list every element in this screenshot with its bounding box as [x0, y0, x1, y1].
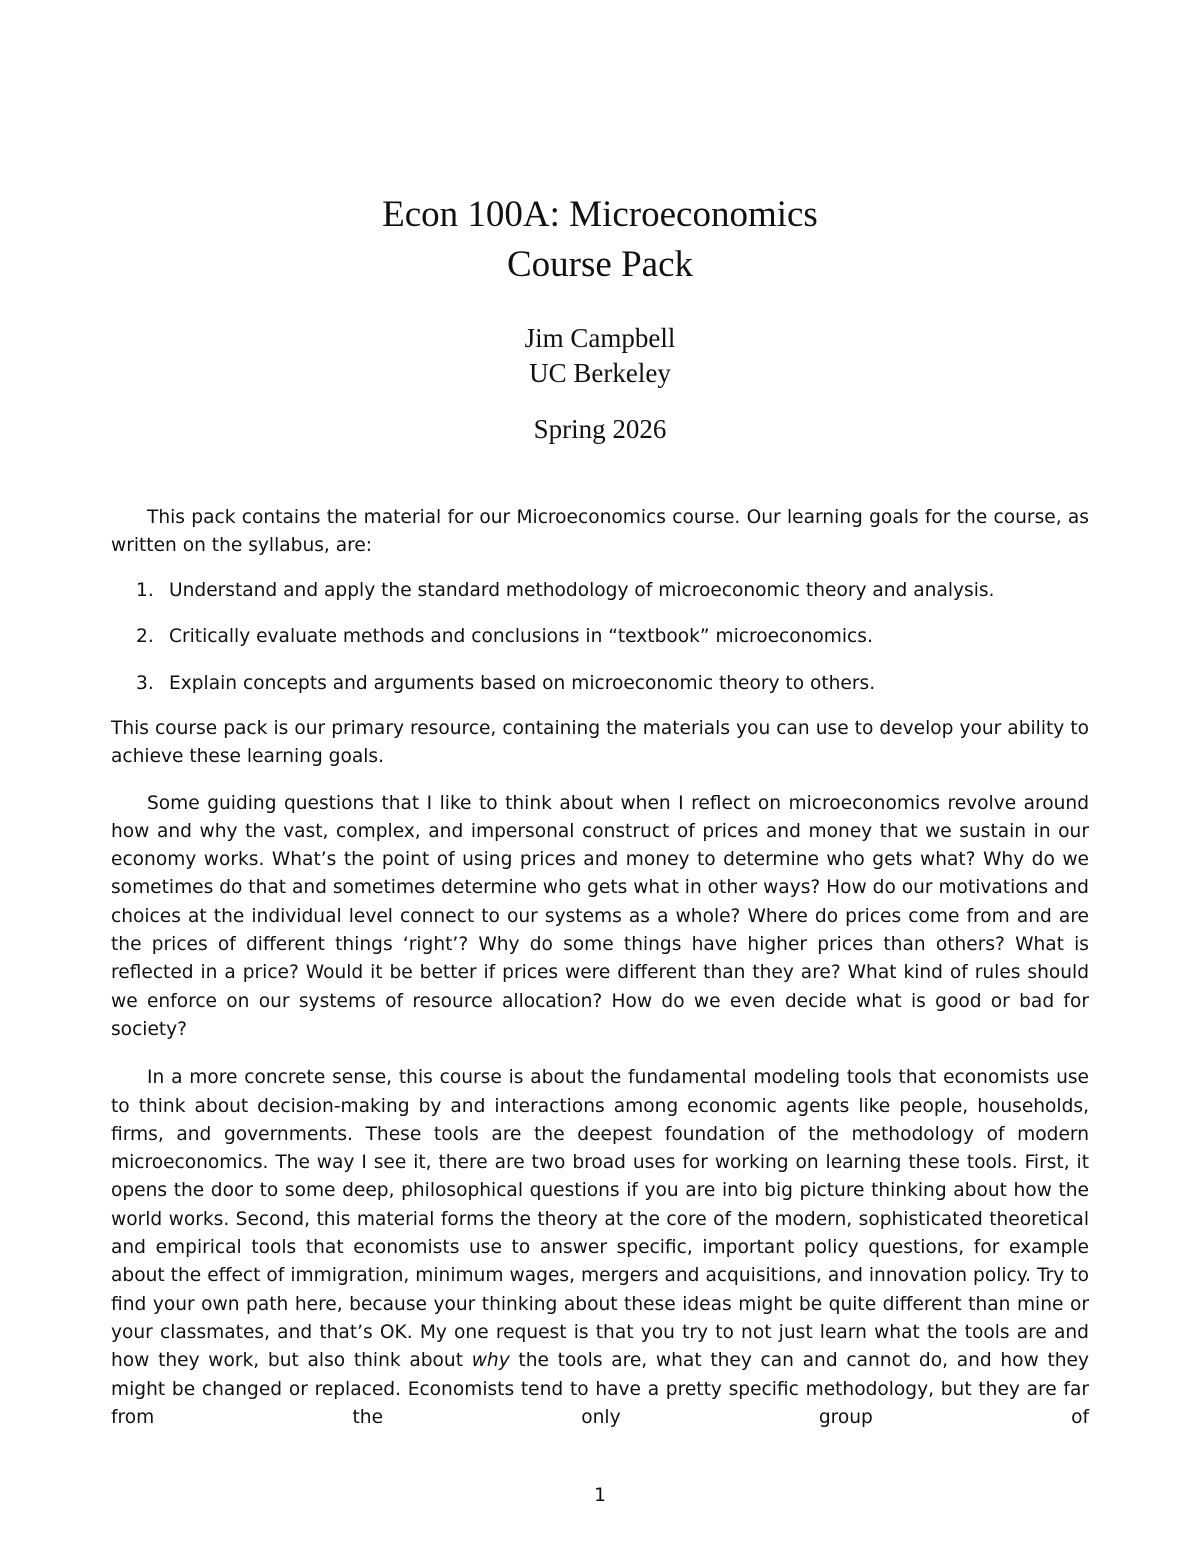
author-institution: UC Berkeley — [529, 358, 671, 388]
learning-goal-item — [111, 623, 1089, 651]
intro-paragraph: This pack contains the material for our Microeconomics course. Our learning goals for the course, as written on the syllabus, are: — [111, 507, 1089, 557]
title-block — [0, 190, 1200, 290]
document-body — [111, 504, 1089, 1432]
page-number: 1 — [594, 1485, 606, 1506]
learning-goal-number: 3. — [136, 673, 154, 695]
learning-goal-text: Explain concepts and arguments based on microeconomic theory to others. — [169, 673, 876, 695]
document-title: Econ 100A: Microeconomics — [382, 194, 818, 235]
learning-goal-item — [111, 670, 1089, 698]
document-term: Spring 2026 — [533, 414, 667, 444]
resource-paragraph: This course pack is our primary resource, containing the materials you can use to develop your ability to achieve these learning goals. — [111, 717, 1089, 768]
learning-goal-number: 2. — [136, 626, 154, 648]
learning-goal-text: Critically evaluate methods and conclusions in “textbook” microeconomics. — [169, 626, 873, 648]
document-subtitle: Course Pack — [507, 244, 693, 285]
guiding-questions-paragraph: Some guiding questions that I like to think about when I reflect on microeconomics revolve around how and why the vast, complex, and impersonal construct of prices and money that we sustain in our economy works. What’s the point of using prices and money to determine who gets what? Why do we sometimes do that and sometimes determine who gets what in other ways? How do our motivations and choices at the individual level connect to our systems as a whole? Where do prices come from and are the prices of different things ‘right’? Why do some things have higher prices than others? What is reflected in a price? Would it be better if prices were different than they are? What kind of rules should we enforce on our systems of resource allocation? How do we even decide what is good or bad for society? — [111, 792, 1089, 1040]
learning-goal-text: Understand and apply the standard methodology of microeconomic theory and analysis. — [169, 579, 995, 601]
learning-goals-list — [111, 577, 1089, 699]
author-name: Jim Campbell — [524, 323, 676, 353]
emphasized-word: why — [471, 1350, 510, 1372]
learning-goal-item — [111, 577, 1089, 605]
author-block — [0, 321, 1200, 391]
concrete-text-part2: the tools are, what they can and cannot do, and how they might be changed or replaced. Economists tend to have a pretty specific methodology, but they are far from the only group of — [111, 1350, 1089, 1428]
learning-goal-number: 1. — [136, 579, 154, 601]
concrete-text-part1: In a more concrete sense, this course is about the fundamental modeling tools that economists use to think about decision-making by and interactions among economic agents like people, households, firms, and governments. These tools are the deepest foundation of the methodology of modern microeconomics. The way I see it, there are two broad uses for working on learning these tools. First, it opens the door to some deep, philosophical questions if you are into big picture thinking about how the world works. Second, this material forms the theory at the core of the modern, sophisticated theoretical and empirical tools that economists use to answer specific, important policy questions, for example about the effect of immigration, minimum wages, mergers and acquisitions, and innovation policy. Try to find your own path here, because your thinking about these ideas might be quite different than mine or your classmates, and that’s OK. My one request is that you try to not just learn what the tools are and how they work, but also think about — [111, 1067, 1089, 1372]
concrete-sense-paragraph — [111, 1064, 1089, 1432]
